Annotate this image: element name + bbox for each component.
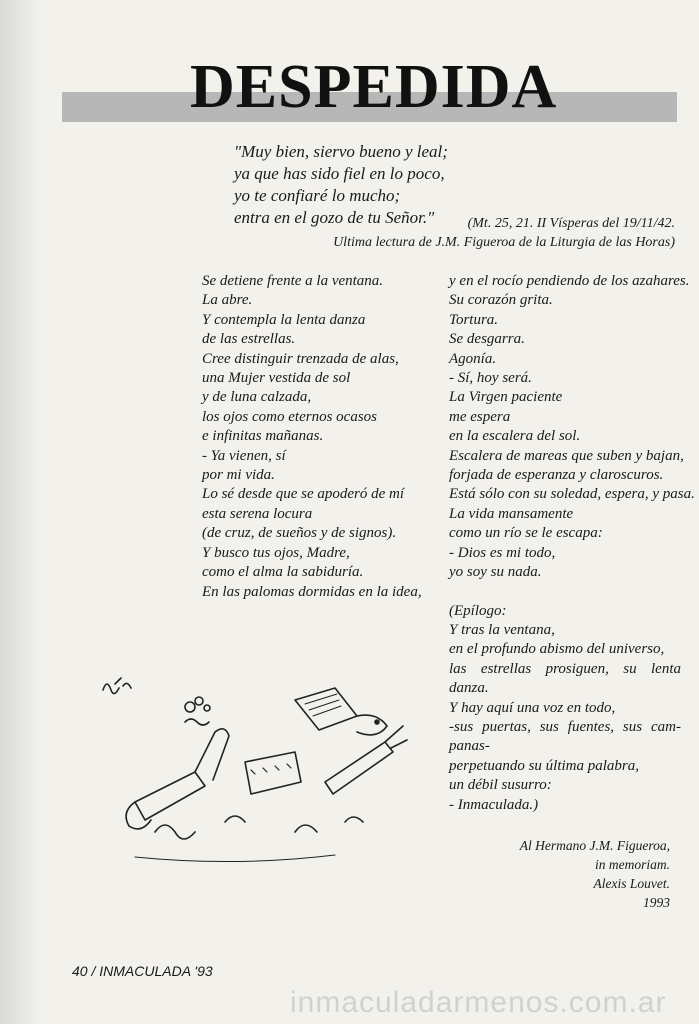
epilogue-line: danza. (449, 680, 489, 697)
quote-line: "Muy bien, siervo bueno y leal; (234, 142, 448, 161)
source-line: (Mt. 25, 21. II Vísperas del 19/11/42. (467, 216, 675, 231)
epilogue-line: las estrellas prosiguen, su lenta (449, 660, 681, 677)
epilogue-line: Y tras la ventana, (449, 621, 555, 638)
page-shadow (0, 0, 40, 1024)
epilogue-line: en el profundo abismo del universo, (449, 641, 665, 658)
poem-line: Y busco tus ojos, Madre, (202, 544, 350, 561)
author-name: Alexis Louvet. (593, 876, 670, 891)
poem-line: Está sólo con su soledad, espera, y pasa. (449, 486, 695, 503)
poem-line: La abre. (202, 292, 253, 309)
poem-line: e infinitas mañanas. (202, 428, 324, 445)
poem-line: y de luna calzada, (202, 389, 312, 406)
poem-line: esta serena locura (202, 505, 313, 522)
dedication (520, 836, 670, 912)
quote-source (333, 214, 675, 252)
dedication-line: Al Hermano J.M. Figueroa, (519, 838, 670, 853)
epilogue-line: -sus puertas, sus fuentes, sus cam- (449, 718, 681, 735)
epilogue-line: un débil susurro: (449, 777, 552, 794)
poem-line: Cree distinguir trenzada de alas, (202, 350, 399, 367)
poem-line: los ojos como eternos ocasos (202, 408, 377, 425)
poem-line: yo soy su nada. (449, 564, 542, 581)
poem-line: Y contempla la lenta danza (202, 311, 366, 328)
epilogue-line: panas- (449, 738, 490, 755)
poem-line: La vida mansamente (449, 505, 574, 522)
epilogue-line: - Inmaculada.) (449, 796, 539, 813)
page-footer: 40 / INMACULADA '93 (72, 963, 213, 979)
poem-line: Su corazón grita. (449, 292, 553, 309)
quote-line: entra en el gozo de tu Señor." (234, 208, 435, 227)
poem-line: - Dios es mi todo, (449, 544, 556, 561)
poem-line: (de cruz, de sueños y de signos). (202, 525, 397, 542)
poem-line: como un río se le escapa: (449, 525, 603, 542)
poem-right-column (449, 272, 695, 815)
poem-line: de las estrellas. (202, 331, 296, 348)
poem-line: en la escalera del sol. (449, 428, 581, 445)
poem-line: me espera (449, 408, 511, 425)
source-line: Ultima lectura de J.M. Figueroa de la Liturgia de las Horas) (333, 235, 675, 250)
epilogue-line: Y hay aquí una voz en todo, (449, 699, 616, 716)
poem-line: Agonía. (449, 350, 497, 367)
poem-line: Lo sé desde que se apoderó de mí (202, 486, 405, 503)
page-title: DESPEDIDA (190, 53, 558, 121)
poem-line: La Virgen paciente (449, 389, 563, 406)
poem-left-column (202, 272, 422, 602)
quote-line: ya que has sido fiel en lo poco, (234, 164, 445, 183)
poem-line: forjada de esperanza y claroscuros. (449, 467, 664, 484)
quote-line: yo te confiaré lo mucho; (234, 186, 401, 205)
epilogue-line: (Epílogo: (449, 602, 507, 619)
poem-line: como el alma la sabiduría. (202, 564, 364, 581)
poem-line: - Ya vienen, sí (202, 447, 286, 464)
poem-line: y en el rocío pendiendo de los azahares. (449, 273, 690, 289)
watermark: inmaculadarmenos.com.ar (290, 986, 667, 1019)
poem-line: por mi vida. (202, 467, 275, 484)
epilogue-line: perpetuando su última palabra, (449, 757, 639, 774)
cartoon-illustration (95, 672, 435, 867)
stanza-gap (449, 583, 681, 602)
poem-line: - Sí, hoy será. (449, 370, 532, 387)
poem-line: Se desgarra. (449, 331, 525, 348)
poem-line: En las palomas dormidas en la idea, (202, 583, 422, 600)
poem-line: Escalera de mareas que suben y bajan, (449, 447, 684, 464)
year: 1993 (643, 895, 670, 910)
dedication-line: in memoriam. (595, 857, 670, 872)
poem-line: una Mujer vestida de sol (202, 370, 351, 387)
poem-line: Se detiene frente a la ventana. (202, 273, 384, 289)
poem-line: Tortura. (449, 311, 499, 328)
